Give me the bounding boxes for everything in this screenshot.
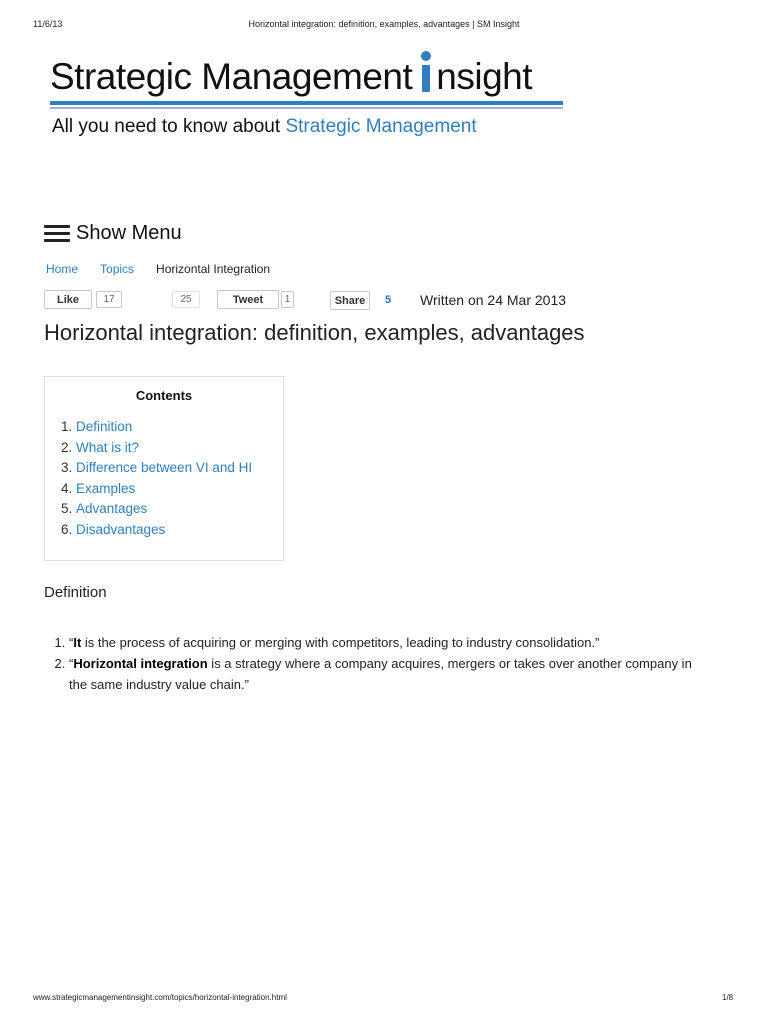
toc-item [76,458,283,479]
tagline-text: All you need to know about [52,116,281,137]
definition-item [69,653,694,695]
breadcrumb-topics[interactable]: Topics [100,262,135,276]
share-button[interactable] [330,291,370,310]
share-count: 5 [385,294,392,306]
toc-item [76,479,283,500]
site-logo[interactable] [50,54,570,144]
toc-item [76,417,283,438]
logo-title-part1: Strategic Management [50,56,413,97]
toc-link-advantages[interactable]: Advantages [76,501,148,516]
logo-rule [50,101,563,105]
toc-link-definition[interactable]: Definition [76,419,133,434]
like-button[interactable] [44,290,92,309]
written-date: Written on 24 Mar 2013 [420,292,567,308]
like-label: Like [56,293,79,306]
definition-text: is a strategy where a company acquires, mergers or takes over another company in the same industry value chain.” [69,656,692,692]
table-of-contents [44,376,284,561]
breadcrumb-current: Horizontal Integration [156,262,271,276]
toc-link-disadvantages[interactable]: Disadvantages [76,521,166,537]
quote-open: “ [69,656,74,671]
definition-list [44,632,694,695]
breadcrumb-home[interactable]: Home [46,262,79,276]
plus-count: 25 [172,291,200,308]
hamburger-icon [44,225,70,243]
print-page-number: 1/8 [722,993,734,1002]
toc-heading: Contents [135,388,193,403]
logo-title-part2: nsight [436,56,532,97]
like-count: 17 [96,291,122,308]
toc-link-examples[interactable]: Examples [76,480,136,496]
definition-term: It [73,635,82,650]
definition-item [69,632,694,653]
toc-link-what-is-it[interactable]: What is it? [76,439,140,455]
show-menu-button[interactable] [44,222,182,245]
definition-term: Horizontal integration [73,656,208,671]
tweet-label: Tweet [232,293,264,306]
quote-open: “ [69,635,74,650]
logo-tagline [52,116,477,138]
show-menu-label: Show Menu [76,222,182,244]
page-title: Horizontal integration: definition, examples, advantages [44,320,585,345]
toc-item [76,438,283,459]
print-url: www.strategicmanagementinsight.com/topics/horizontal-integration.html [33,993,287,1002]
definition-heading: Definition [44,584,107,601]
print-title: Horizontal integration: definition, examples, advantages | SM Insight [248,19,520,29]
print-date: 11/6/13 [33,19,63,29]
tweet-button[interactable] [217,290,279,309]
logo-rule-shadow [50,107,563,109]
toc-item [76,499,283,520]
definition-text: is the process of acquiring or merging with competitors, leading to industry consolidation.” [81,635,600,650]
logo-i-icon [420,59,434,91]
share-label: Share [334,294,366,307]
tagline-accent: Strategic Management [285,116,477,137]
logo-title [50,56,532,98]
tweet-count: 1 [281,291,294,308]
toc-item [76,520,283,541]
breadcrumb [46,262,270,276]
toc-link-difference[interactable]: Difference between VI and HI [76,460,253,475]
